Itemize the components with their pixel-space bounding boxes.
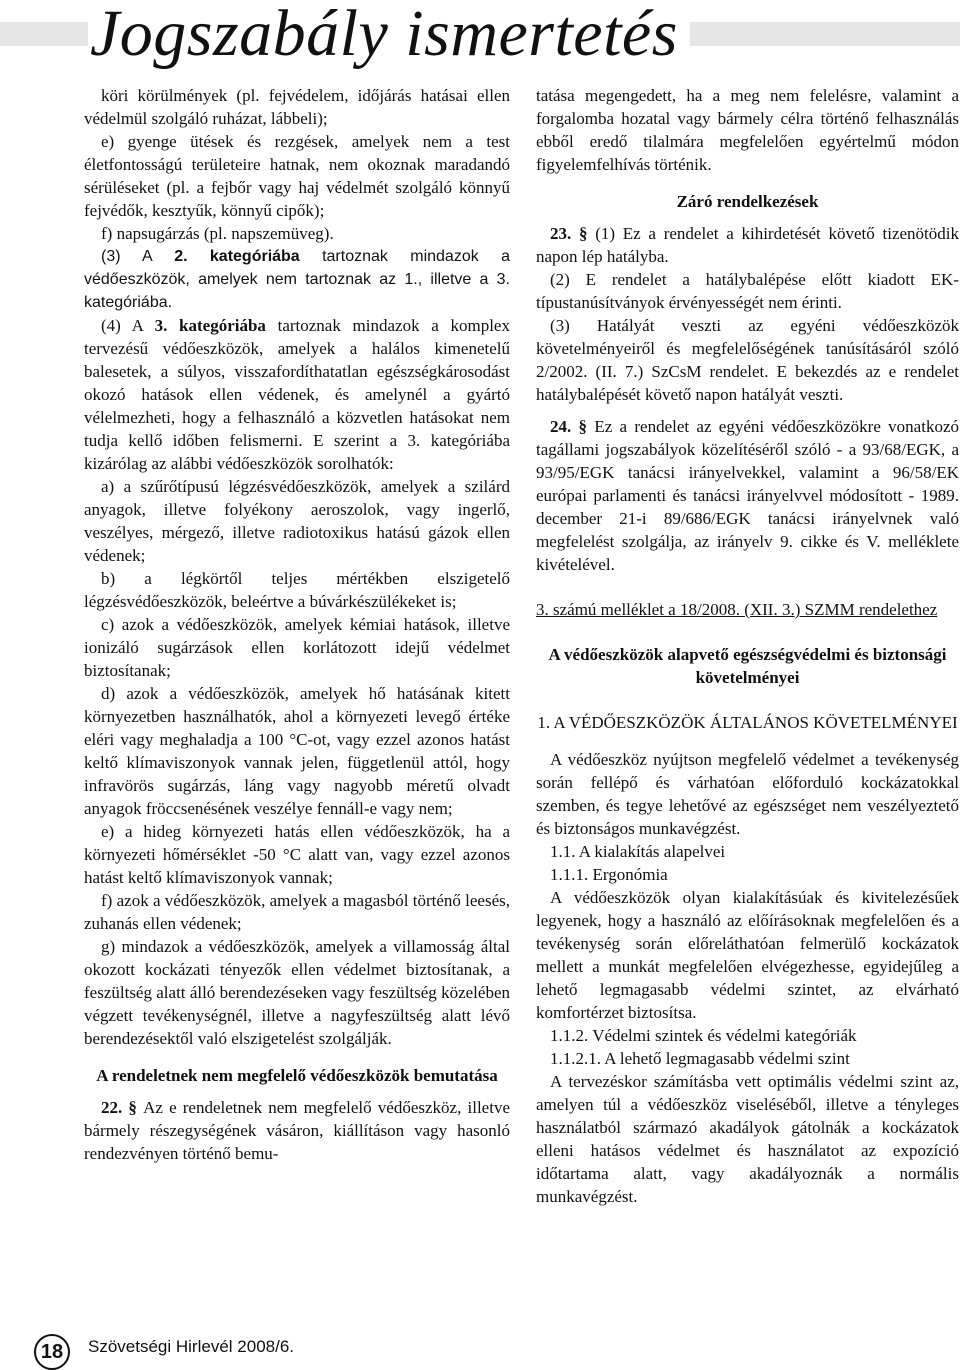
section-sign: § xyxy=(122,1098,144,1117)
list-item-b: b) a légkörtől teljes mértékben elszigetelő légzésvédőeszközök, beleértve a búvárkészülékeket is; xyxy=(84,569,510,611)
text-run: tartoznak mindazok a komplex tervezésű védőeszközök, amelyek a halálos kimenetelű balesetek, a súlyos, visszafordíthatatlan egészségkárosodást okozó hatások ellen védenek, és amelynél a gyártó vélelmezheti, hogy a felhasználó a közvetlen hatásokat nem tudja kellő időben felismerni. E szerint a 3. kategóriába kizárólag az alábbi védőeszközök sorolhatók: xyxy=(84,316,510,473)
section-sign: § xyxy=(571,417,595,436)
list-item-g: g) mindazok a védőeszközök, amelyek a villamosság által okozott kockázati tényezők ellen védelmet biztosítanak, a feszültség alatt álló berendezéseken vagy feszültség közelében végzett tevékenységnél, illetve a nagyfeszültség alatt lévő berendezésektől való elszigetelést szolgálják. xyxy=(84,937,510,1048)
text-run: Az e rendeletnek nem megfelelő védőeszköz, illetve bármely részegységének vásáron, kiállításon vagy hasonló rendezvényen történő bemu- xyxy=(84,1098,510,1163)
section-22 xyxy=(84,1096,510,1165)
paragraph-category-3 xyxy=(84,314,510,475)
section-sign: § xyxy=(571,224,596,243)
paragraph: A védőeszközök olyan kialakításúak és kivitelezésűek legyenek, hogy a használó az előírásoknak megfelelően és a tevékenység során előreláthatóan felmerülő kockázatok mellett a munkát megfelelően elvégezhesse, egyidejűleg a lehető legmagasabb védelmi szintet, az elvárható komfortérzet biztosítsa. xyxy=(536,888,959,1022)
closing-provisions-heading: Záró rendelkezések xyxy=(676,192,819,211)
list-item-d: d) azok a védőeszközök, amelyek hő hatásának kitett környezetben használhatók, ahol a környezeti levegő értéke eléri vagy meghaladja a 100 °C-ot, vagy ezzel azonos hatást keltő klímaviszonyok vannak jelen, függetlenül attól, hogy infravörös sugárzás, láng vagy nagyobb méretű olvadt anyagok fröccsenésének veszélye fennáll-e vagy nem; xyxy=(84,684,510,818)
text-run: tartoznak mindazok a védőeszközök, amelyek nem tartoznak az 1., illetve a 3. kategóriába. xyxy=(84,248,510,311)
section-23 xyxy=(536,222,959,268)
paragraph: (3) Hatályát veszti az egyéni védőeszközök követelményeiről és megfelelőségének tanúsításáról szóló 2/2002. (II. 7.) SzCsM rendelet. E bekezdés az e rendelet hatálybalépését követő napon hatályát veszti. xyxy=(536,316,959,404)
subheading-1-1-2: 1.1.2. Védelmi szintek és védelmi kategóriák xyxy=(550,1026,857,1045)
list-item-e2: e) a hideg környezeti hatás ellen védőeszközök, ha a környezeti hőmérséklet -50 °C alatt van, vagy ezzel azonos hatást keltő klímaviszonyok vannak; xyxy=(84,822,510,887)
paragraph: A tervezéskor számításba vett optimális védelmi szint az, amelyen túl a védőeszköz viseléséből, illetve a tényleges használatból származó akadályok gátolnák a kockázatok elleni hatásos védelmet és használatot az expozíció időtartama alatt, vagy akadályoznák a normális munkavégzést. xyxy=(536,1072,959,1206)
section-1-heading: 1. A VÉDŐESZKÖZÖK ÁLTALÁNOS KÖVETELMÉNYEI xyxy=(537,713,958,732)
list-item-f2: f) azok a védőeszközök, amelyek a magasból történő leesés, zuhanás ellen védenek; xyxy=(84,891,510,933)
category-2-bold: 2. kategóriába xyxy=(174,248,300,265)
list-item-a: a) a szűrőtípusú légzésvédőeszközök, amelyek a szilárd anyagok, illetve folyékony aeroszolok, vagy ingerlő, veszélyes, mérgező, illetve radiotoxikus hatású gázok ellen védenek; xyxy=(84,477,510,565)
list-item-f: f) napsugárzás (pl. napszemüveg). xyxy=(101,224,334,243)
subheading-1-1-1: 1.1.1. Ergonómia xyxy=(550,865,668,884)
text-run: (1) Ez a rendelet a kihirdetését követő tizenötödik napon lép hatályba. xyxy=(536,224,959,266)
paragraph: köri körülmények (pl. fejvédelem, időjárás hatásai ellen védelmül szolgáló ruházat, lábbeli); xyxy=(84,86,510,128)
subheading-1-1-2-1: 1.1.2.1. A lehető legmagasabb védelmi szint xyxy=(550,1049,850,1068)
annex-title: A védőeszközök alapvető egészségvédelmi és biztonsági követelményei xyxy=(548,645,947,687)
subheading-1-1: 1.1. A kialakítás alapelvei xyxy=(550,842,726,861)
category-3-bold: 3. kategóriába xyxy=(154,316,266,335)
section-number: 23. xyxy=(550,224,572,243)
section-24 xyxy=(536,415,959,576)
right-column xyxy=(536,84,959,1334)
paragraph: A védőeszköz nyújtson megfelelő védelmet a tevékenység során fellépő és várhatóan előforduló kockázatokkal szemben, és tegye lehetővé az egészséget nem veszélyeztető és biztonságos munkavégzést. xyxy=(536,750,959,838)
page-number: 18 xyxy=(34,1334,70,1370)
list-item-c: c) azok a védőeszközök, amelyek kémiai hatások, illetve ionizáló sugárzások ellen korlátozott idejű védelmet biztosítanak; xyxy=(84,615,510,680)
paragraph: tatása megengedett, ha a meg nem felelésre, valamint a forgalomba hozatal vagy bármely célra történő felhasználás ebből eredő tilalmára megfelelően egyértelmű módon figyelemfelhívás történik. xyxy=(536,86,959,174)
section-number: 22. xyxy=(101,1098,123,1117)
paragraph-category-2 xyxy=(84,245,510,314)
list-item-e: e) gyenge ütések és rezgések, amelyek nem a test életfontosságú területeire hatnak, nem okoznak maradandó sérüléseket (pl. a fejbőr vagy haj védelmét szolgáló könnyű fejvédők, kesztyűk, könnyű cipők); xyxy=(84,132,510,220)
section-heading: A rendeletnek nem megfelelő védőeszközök bemutatása xyxy=(96,1066,498,1085)
paragraph: (2) E rendelet a hatálybalépése előtt kiadott EK-típustanúsítványok érvényességét nem érinti. xyxy=(536,270,959,312)
footer-label: Szövetségi Hirlevél 2008/6. xyxy=(88,1337,295,1356)
left-column xyxy=(84,84,510,1329)
text-run: Ez a rendelet az egyéni védőeszközökre vonatkozó tagállami jogszabályok közelítéséről szóló - a 93/68/EGK, a 93/95/EGK tanácsi irányelvekkel, valamint a 96/58/EK európai parlamenti és tanácsi irányelvvel módosított - 1989. december 21-i 89/686/EGK tanácsi irányelvnek való megfelelést szolgálja, az irányelv 9. cikke és V. melléklete kivételével. xyxy=(536,417,959,574)
page-title: Jogszabály ismertetés xyxy=(88,0,690,74)
annex-reference: 3. számú melléklet a 18/2008. (XII. 3.) SZMM rendelethez xyxy=(536,600,938,619)
section-number: 24. xyxy=(550,417,572,436)
text-run: (3) A xyxy=(101,248,175,265)
text-run: (4) A xyxy=(101,316,155,335)
